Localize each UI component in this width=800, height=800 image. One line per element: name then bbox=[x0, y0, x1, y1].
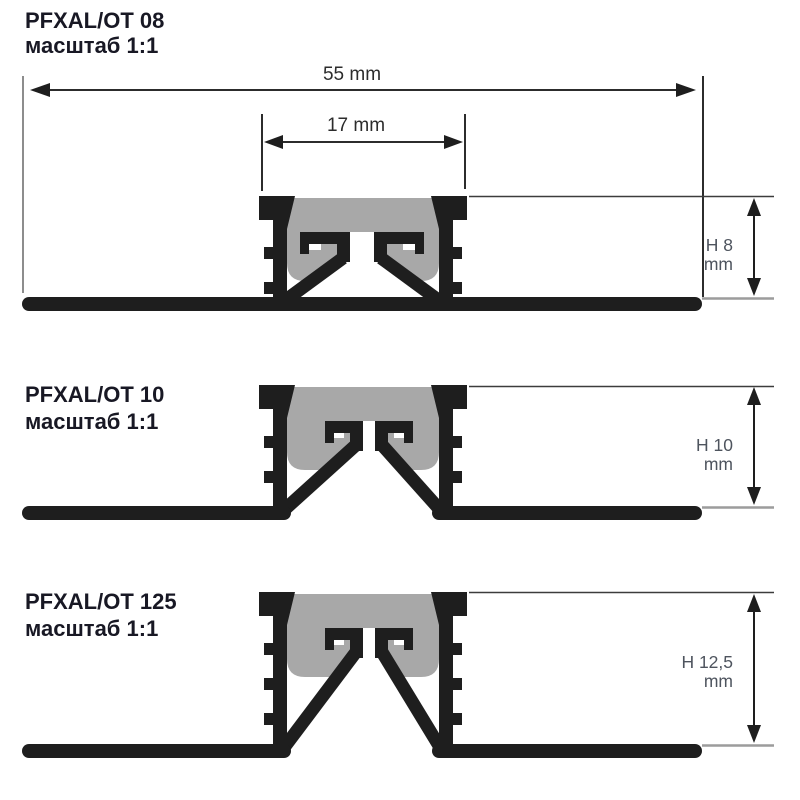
arrowhead-down-icon bbox=[747, 487, 761, 505]
base-flange-left bbox=[22, 506, 291, 520]
base-flange bbox=[22, 297, 702, 311]
height-label-line1: H 10 bbox=[696, 435, 733, 455]
profile-title: PFXAL/OT 10 bbox=[25, 382, 165, 407]
left-rail-stem bbox=[273, 612, 287, 748]
base-flange-left bbox=[22, 744, 291, 758]
arrowhead-right-icon bbox=[444, 135, 463, 149]
arrowhead-up-icon bbox=[747, 198, 761, 216]
left-rail-stem bbox=[273, 216, 287, 301]
arrowhead-down-icon bbox=[747, 278, 761, 296]
right-rail-stem bbox=[439, 612, 453, 748]
profile-cross-section bbox=[22, 196, 702, 311]
profile-title: PFXAL/OT 125 bbox=[25, 589, 177, 614]
profile-title: PFXAL/OT 08 bbox=[25, 8, 165, 33]
height-label-line1: H 12,5 bbox=[681, 652, 733, 672]
height-label-line1: H 8 bbox=[705, 235, 733, 255]
dimension-h8 bbox=[469, 197, 774, 299]
height-label-line2: mm bbox=[703, 671, 733, 691]
profile-section-pfxal-ot-10 bbox=[22, 382, 774, 520]
dimension-17mm bbox=[262, 114, 465, 191]
left-rail-stem bbox=[273, 405, 287, 510]
arrowhead-up-icon bbox=[747, 594, 761, 612]
profile-section-pfxal-ot-08 bbox=[22, 8, 774, 311]
profile-scale-label: масштаб 1:1 bbox=[25, 409, 159, 434]
profile-scale-label: масштаб 1:1 bbox=[25, 33, 159, 58]
base-flange-right bbox=[432, 744, 702, 758]
height-label-line2: mm bbox=[703, 254, 733, 274]
dimension-label-17mm: 17 mm bbox=[326, 115, 386, 136]
arrowhead-up-icon bbox=[747, 387, 761, 405]
height-label-line2: mm bbox=[703, 454, 733, 474]
dimension-h125 bbox=[469, 593, 774, 746]
arrowhead-left-icon bbox=[30, 83, 50, 97]
right-rail-stem bbox=[439, 405, 453, 510]
profile-section-pfxal-ot-125 bbox=[22, 589, 774, 758]
base-flange-right bbox=[432, 506, 702, 520]
dimension-label-55mm: 55 mm bbox=[322, 64, 382, 85]
profile-scale-label: масштаб 1:1 bbox=[25, 616, 159, 641]
arrowhead-down-icon bbox=[747, 725, 761, 743]
dimension-h10 bbox=[469, 387, 774, 508]
right-rail-stem bbox=[439, 216, 453, 301]
arrowhead-right-icon bbox=[676, 83, 696, 97]
arrowhead-left-icon bbox=[264, 135, 283, 149]
